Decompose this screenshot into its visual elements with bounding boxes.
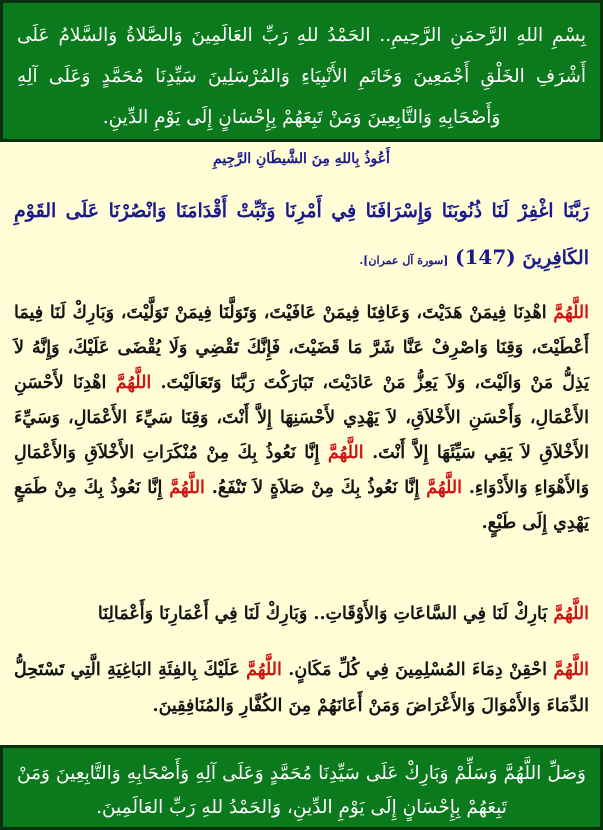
istiadha: أَعُوذُ بِاللهِ مِنَ الشَّيطَانِ الرَّجِيمِ bbox=[213, 151, 390, 167]
allahumma-label: اللَّهُمَّ bbox=[115, 373, 152, 393]
allahumma-label: اللَّهُمَّ bbox=[169, 478, 205, 498]
allahumma-label: اللَّهُمَّ bbox=[553, 604, 589, 624]
verse-reference: [سورة آل عمران]. bbox=[359, 254, 449, 267]
supplication-text: إِنَّا نَعُوذُ بِكَ مِنْ مُنْكَرَاتِ الأَخْلاَقِ وَالأَعْمَالِ وَالأَهْوَاءِ وَالأَدْوَاءِ. bbox=[14, 443, 590, 498]
footer-banner bbox=[0, 745, 603, 830]
verse-text: رَبَّنَا اغْفِرْ لَنَا ذُنُوبَنَا وَإِسْرَافَنَا فِي أَمْرِنَا وَثَبِّتْ أَقْدَامَنَا وَانْصُرْنَا عَلَى القَوْمِ الكَافِرِينَ bbox=[14, 200, 589, 269]
allahumma-label: اللَّهُمَّ bbox=[246, 660, 282, 680]
footer-banner-text: وَصَلِّ اللَّهُمَّ وَسَلِّمْ وَبَارِكْ عَلَى سَيِّدِنَا مُحَمَّدٍ وَعَلَى آلِهِ وَأَصْحَابِهِ وَالتَّابِعِينَ وَمَنْ تَبِعَهُمْ بِإِحْسَانٍ إِلَى يَوْمِ الدِّينِ، وَالحَمْدُ للهِ رَبِّ العَالَمِينَ. bbox=[17, 763, 586, 818]
supplication-text: عَلَيْكَ بِالفِئَةِ البَاغِيَةِ الَّتِي تَسْتَحِلُّ الدِّمَاءَ وَالأَمْوَالَ وَالأَعْرَاضَ وَمَنْ أَعَانَهُمْ مِنَ الكُفَّارِ وَالمُنَافِقِينَ. bbox=[14, 660, 589, 716]
supplication-text: إِنَّا نَعُوذُ بِكَ مِنْ طَمَعٍ يَهْدِي إِلَى طَبْعٍ. bbox=[14, 478, 589, 533]
supplication-paragraph-1 bbox=[14, 296, 589, 541]
header-banner bbox=[0, 0, 603, 142]
supplication-paragraph-2 bbox=[14, 596, 589, 632]
verse-number: (147) bbox=[455, 245, 516, 269]
supplication-text: اهْدِنَا لأَحْسَنِ الأَعْمَالِ، وَأَحْسَنِ الأَخْلاَقِ، لاَ يَهْدِي لأَحْسَنِهَا إِلاَّ أَنْتَ، وَقِنَا سَيِّءَ الأَعْمَالِ، وَسَيِّءَ الأَخْلاَقِ لاَ يَقِي سَيِّئَهَا إِلاَّ أَنْتَ. bbox=[14, 373, 589, 463]
allahumma-label: اللَّهُمَّ bbox=[553, 303, 589, 323]
allahumma-label: اللَّهُمَّ bbox=[327, 443, 364, 463]
header-banner-text: بِسْمِ اللهِ الرَّحمَنِ الرَّحِيمِ.. الحَمْدُ للهِ رَبِّ العَالَمِينَ وَالصَّلاةُ وَالسَّلامُ عَلَى أَشْرَفِ الخَلْقِ أَجْمَعِينَ وَخَاتَمِ الأَنْبِيَاءِ وَالمُرْسَلِينَ سَيِّدِنَا مُحَمَّدٍ وَعَلَى آلِهِ وَأَصْحَابِهِ وَالتَّابِعِينَ وَمَنْ تَبِعَهُمْ بِإِحْسَانٍ إِلَى يَوْمِ الدِّينِ. bbox=[17, 25, 586, 128]
supplication-text: إِنَّا نَعُوذُ بِكَ مِنْ صَلاَةٍ لاَ تَنْفَعُ. bbox=[211, 478, 420, 498]
quran-verse bbox=[14, 188, 589, 284]
supplication-text: اهْدِنَا فِيمَنْ هَدَيْتَ، وَعَافِنَا فِيمَنْ عَافَيْتَ، وَتَوَلَّنَا فِيمَنْ تَوَلَّيْتَ، وَبَارِكْ لَنَا فِيمَا أَعْطَيْتَ، وَقِنَا وَاصْرِفْ عَنَّا شَرَّ مَا قَضَيْتَ، فَإِنَّكَ تَقْضِي وَلَا يُقْضَى عَلَيْكَ، وَإِنَّهُ لاَ يَذِلُّ مَنْ وَالَيْتَ، وَلاَ يَعِزُّ مَنْ عَادَيْتَ، تَبَارَكْتَ رَبَّنَا وَتَعَالَيْتَ. bbox=[14, 303, 590, 393]
allahumma-label: اللَّهُمَّ bbox=[426, 478, 462, 498]
allahumma-label: اللَّهُمَّ bbox=[553, 660, 590, 680]
supplication-text: بَارِكْ لَنَا فِي السَّاعَاتِ وَالأَوْقَاتِ.. وَبَارِكْ لَنَا فِي أَعْمَارِنَا وَأَعْمَالِنَا bbox=[97, 604, 548, 624]
supplication-paragraph-3 bbox=[14, 652, 589, 724]
supplication-text: احْقِنْ دِمَاءَ المُسْلِمِينَ فِي كُلِّ مَكَانٍ. bbox=[288, 660, 547, 680]
